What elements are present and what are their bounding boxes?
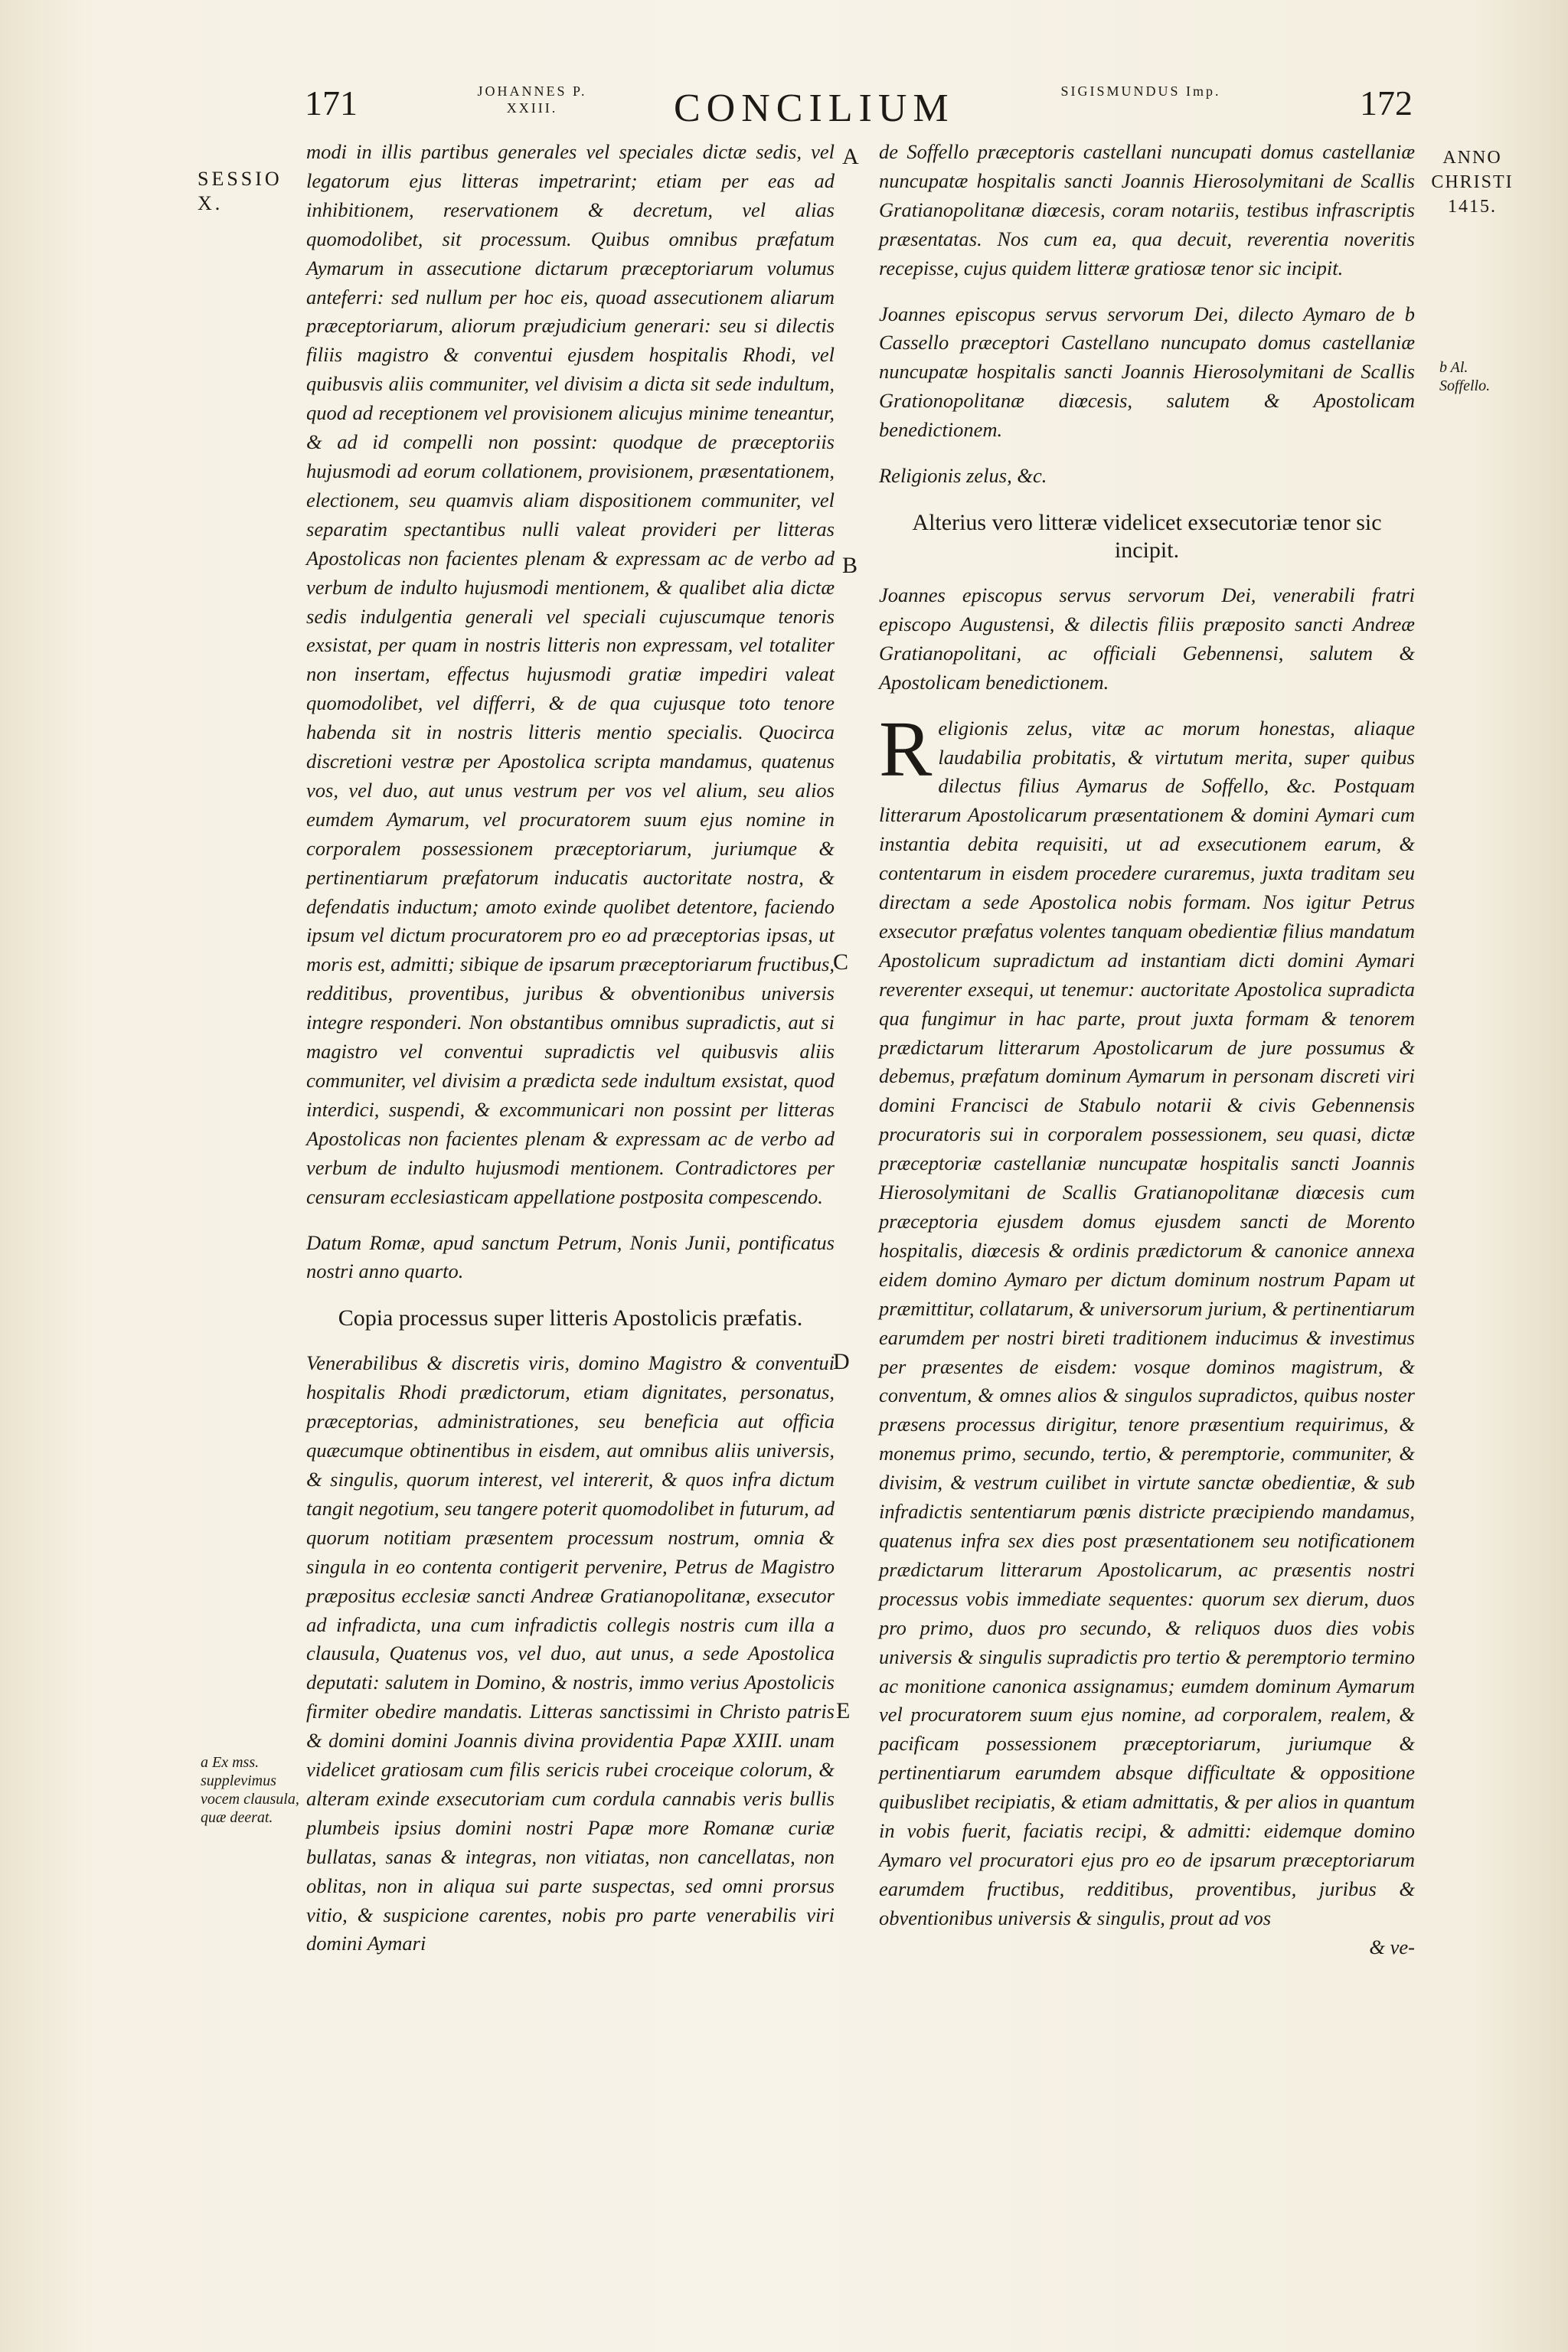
right-page-number: 172 [1360,83,1413,122]
right-paragraph-5-text: eligionis zelus, vitæ ac morum honestas, aliaque laudabilia probitatis, & virtutum merita, super quibus dilectus filius Aymarus de Soffello, &c. Postquam litterarum Apostolicarum præsentationem & domini Aymari cum instantia debita requisiti, ut ad exsecutionem earum, & contentarum in eisdem procedere curaremus, juxta traditam seu directam a sede Apostolica nobis formam. Nos igitur Petrus exsecutor præfatus volentes tanquam obedientiæ filius mandatum Apostolicum supradictum ad instantiam dicti domini Aymari reverenter exsequi, ut tenemur: auctoritate Apostolica supradicta qua fungimur in hac parte, prout juxta formam & tenorem prædictarum litterarum Apostolicarum de jure possumus & debemus, præfatum dominum Aymarum in personam discreti viri domini Francisci de Stabulo notarii & civis Gebennensis procuratoris sui in corporalem possessionem, seu quasi, dictæ præceptoriæ castellaniæ nuncupatæ hospitalis sancti Joannis Hierosolymitani de Scallis Gratianopolitanæ diœcesis cum præceptoria ejusdem domus ejusdem sancti de Morento hospitalis, diœcesis & ordinis prædictorum & canonice annexa eidem domino Aymaro per dictum dominum nostrum Papam ut præmittitur, collatarum, & universorum jurium, & pertinentiarum earumdem per nostri bireti traditionem inducimus & investimus per præsentes de eisdem: vosque dominos magistrum, & conventum, & omnes alios & singulos supradictos, quibus noster præsens processus dirigitur, tenore præsentium requirimus, & monemus primo, secundo, tertio, & peremptorie, communiter, & divisim, & vestrum cuilibet in virtute sanctæ obedientiæ, & sub infradictis sententiarum pœnis districte præcipiendo mandamus, quatenus infra sex dies post præsentationem seu notificationem prædictarum litterarum Apostolicarum, ac præsentis nostri processus vobis immediate sequentes: quorum sex dierum, duos pro primo, duos pro secundo, & reliquos duos dies vobis universis & singulis supradictis pro tertio & peremptorio termino ac monitione canonica assignamus; eumdem dominum Aymarum vel procuratorem suum ejus nomine, ad corporalem, realem, & pacificam possessionem præceptoriarum, juriumque & pertinentiarum earumdem absque difficultate & oppositione quibuslibet recipiatis, & etiam admittatis, & per alios in quantum in vobis fuerit, faciatis recipi, & admitti: eidemque domino Aymaro vel procuratori ejus pro eo de ipsarum præceptoriarum earumdem fructibus, redditibus, proventibus, juribus & obventionibus universis & singulis, prout ad vos [879,716,1415,1929]
left-paragraph-1: modi in illis partibus generales vel speciales dictæ sedis, vel legatorum ejus litteras impetrarint; etiam per eas ad inhibitionem, reservationem & decretum, vel alias quomodolibet, sit processum. Quibus omnibus præfatum Aymarum in assecutione dictarum præceptoriarum volumus anteferri: sed nullum per hoc eis, quoad assecutionem aliarum præceptoriarum, aliorum præjudicium generari: seu si dilectis filiis magistro & conventui ejusdem hospitalis Rhodi, vel quibusvis aliis communiter, vel divisim a dicta sit sede indultum, quod ad receptionem vel provisionem alicujus minime teneantur, & ad id compelli non possint: quodque de præceptoriis hujusmodi ad eorum collationem, provisionem, præsentationem, electionem, seu quamvis aliam dispositionem communiter, vel separatim spectantibus nulli valeat provideri per litteras Apostolicas non facientes plenam & expressam ac de verbo ad verbum de indulto hujusmodi mentionem, & qualibet alia dictæ sedis indulgentia generali vel speciali cujuscumque tenoris exsistat, per quam in nostris litteris non expressam, vel totaliter non insertam, effectus hujusmodi gratiæ impediri valeat quomodolibet, vel differri, & de qua cujusque toto tenore habenda sit in nostris litteris mentio specialis. Quocirca discretioni vestræ per Apostolica scripta mandamus, quatenus vos, vel duo, aut unus vestrum per vos vel alium, seu alios eumdem Aymarum, vel procuratorem suum ejus nomine in corporalem possessionem præceptoriarum, juriumque & pertinentiarum præfatorum inducatis auctoritate nostra, & defendatis inductum; amoto exinde quolibet detentore, faciendo ipsum vel dictum procuratorem pro eo ad præceptorias ipsas, ut moris est, admitti; sibique de ipsarum præceptoriarum fructibus, redditibus, proventibus, juribus & obventionibus universis integre responderi. Non obstantibus omnibus supradictis, aut si magistro vel conventui supradictis vel quibusvis aliis communiter, vel divisim a prædicta sede indultum exsistat, quod interdici, suspendi, & excommunicari non possint per litteras Apostolicas non facientes plenam & expressam ac de verbo ad verbum de indulto hujusmodi mentionem. Contradictores per censuram ecclesiasticam appellatione postposita compescendo. [306,140,835,1208]
section-heading-copia: Copia processus super litteris Apostolicis præfatis. [338,1305,803,1331]
right-column [879,138,1415,1962]
right-paragraph-5 [879,704,1415,1933]
dating-line: Datum Romæ, apud sanctum Petrum, Nonis Junii, pontificatus nostri anno quarto. [306,1230,835,1283]
catchword: & ve- [1369,1935,1415,1958]
section-letter-b: B [842,553,858,578]
right-running-head: SIGISMUNDUS Imp. [1060,83,1221,99]
right-paragraph-4: Joannes episcopus servus servorum Dei, venerabili fratri episcopo Augustensi, & dilectis filiis præposito sancti Andreæ Gratianopolitani, ac officiali Gebennensi, salutem & Apostolicam benedictionem. [879,583,1415,694]
right-paragraph-1: de Soffello præceptoris castellani nuncupati domus castellaniæ nuncupatæ hospitalis sancti Joannis Hierosolymitani de Scallis Gratianopolitanæ diœcesis, coram notariis, testibus infrascriptis præsentatas. Nos cum ea, qua decuit, reverentia noveritis recepisse, cujus quidem litteræ gratiosæ tenor sic incipit. [879,140,1415,279]
section-letter-e: E [836,1698,851,1723]
left-running-head: JOHANNES P. XXIII. [477,83,587,116]
page-title: CONCILIUM [674,87,955,130]
margin-note-b: b Al. Soffello. [1439,359,1491,394]
right-paragraph-2: Joannes episcopus servus servorum Dei, dilecto Aymaro de b Cassello præceptori Castellano nuncupato domus castellaniæ nuncupatæ hospitalis sancti Joannis Hierosolymitani de Scallis Grationopolitanæ diœcesis, salutem & Apostolicam benedictionem. [879,302,1415,442]
left-column [306,138,835,1958]
section-letter-a: A [842,144,859,169]
section-heading-alterius: Alterius vero litteræ videlicet exsecutoriæ tenor sic incipit. [912,509,1382,563]
drop-cap: R [879,704,933,793]
section-letter-d: D [833,1349,850,1374]
right-paragraph-3: Religionis zelus, &c. [879,464,1047,488]
left-paragraph-2: Venerabilibus & discretis viris, domino Magistro & conventui hospitalis Rhodi prædictorum, etiam dignitates, personatus, præceptorias, administrationes, seu beneficia aut officia quæcumque obtinentibus in eisdem, aut omnibus aliis universis, & singulis, quorum interest, vel intererit, & quos infra dictum tangit negotium, seu tangere poterit quomodolibet in futurum, ad quorum notitiam præsentem processum nostrum, omnia & singula in eo contenta contigerit pervenire, Petrus de Magistro præpositus ecclesiæ sancti Andreæ Gratianopolitanæ, exsecutor ad infradicta, una cum infradictis collegis nostris cum illa a clausula, Quatenus vos, vel duo, aut unus, a sede Apostolica deputati: salutem in Domino, & nostris, immo verius Apostolicis firmiter obedire mandatis. Litteras sanctissimi in Christo patris & domini domini Joannis divina providentia Papæ XXIII. unam videlicet gratiosam cum filis sericis rubei croceique colorum, & alteram exinde exsecutoriam cum cordula cannabis veris bullis plumbeis ipsius domini nostri Papæ more Romanæ curiæ bullatas, sanas & integras, non vitiatas, non cancellatas, non oblitas, non in aliqua sui parte suspectas, sed omni prorsus vitio, & suspicione carentes, nobis pro parte venerabilis viri domini Aymari [306,1351,835,1955]
session-label: SESSIO X. [198,168,283,214]
section-letter-c: C [833,949,849,975]
margin-note-a: a Ex mss. supplevimus vocem clausula, quæ deerat. [201,1754,299,1826]
year-label: ANNO CHRISTI 1415. [1431,148,1514,217]
left-page-number: 171 [305,83,358,122]
